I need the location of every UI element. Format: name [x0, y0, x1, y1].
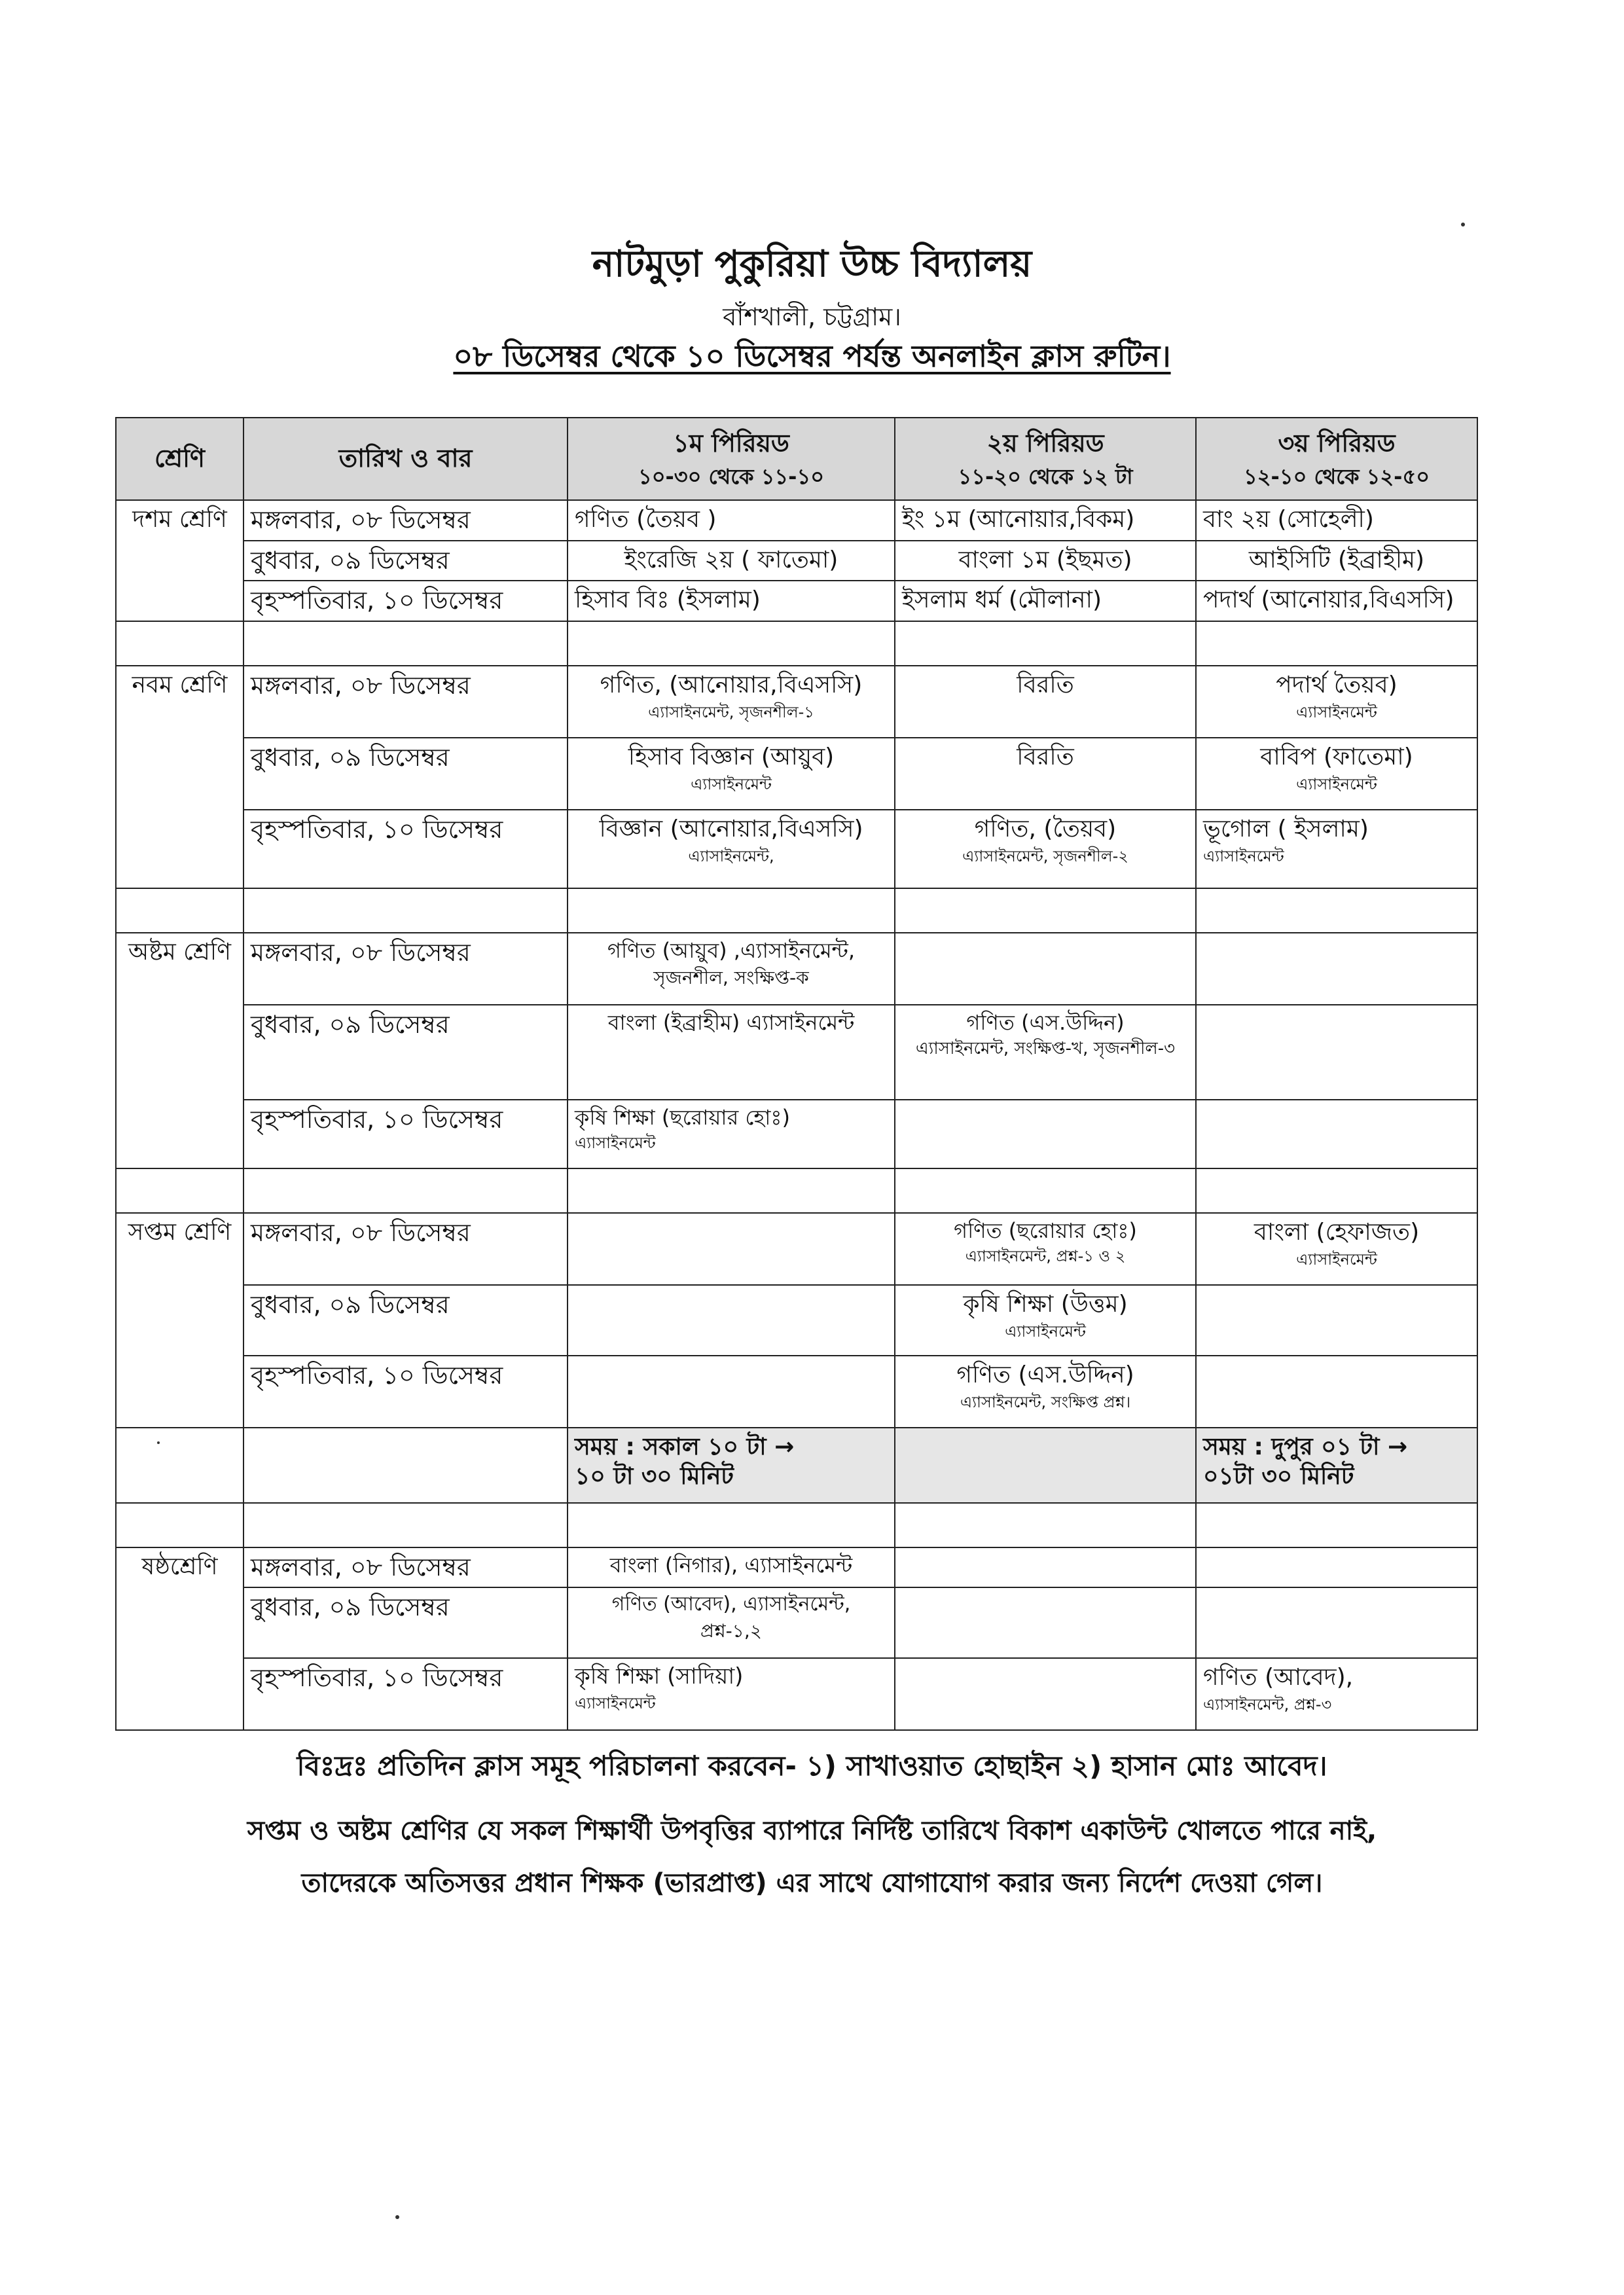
period-cell [568, 1213, 895, 1285]
header-period-1-time: ১০-৩০ থেকে ১১-১০ [638, 463, 825, 489]
table-row [116, 738, 1477, 810]
table-row [116, 933, 1477, 1005]
period-cell [895, 1658, 1196, 1730]
period-cell [568, 1658, 895, 1730]
day-cell: বৃহস্পতিবার, ১০ ডিসেম্বর [244, 581, 568, 621]
period-cell [1196, 738, 1477, 810]
subject-text: গণিত (আবেদ), এ্যাসাইনমেন্ট, [611, 1593, 851, 1616]
class-label: অষ্টম শ্রেণি [116, 933, 244, 1168]
scan-speck [395, 2215, 399, 2219]
table-row [116, 500, 1477, 541]
footnote: বিঃদ্রঃ প্রতিদিন ক্লাস সমূহ পরিচালনা করবেন- ১) সাখাওয়াত হোছাইন ২) হাসান মোঃ আবেদ। [297, 1750, 1327, 1782]
subject-text: পদার্থ তৈয়ব) [1276, 671, 1398, 698]
header-date-day: তারিখ ও বার [244, 418, 568, 500]
period-cell [895, 581, 1196, 621]
subject-text: বাংলা (হেফাজত) [1254, 1218, 1420, 1246]
subject-text: গণিত (এস.উদ্দিন) [966, 1009, 1125, 1035]
period-cell [895, 1547, 1196, 1588]
period-cell [568, 541, 895, 581]
day-cell: বুধবার, ০৯ ডিসেম্বর [244, 1005, 568, 1100]
notice-line-1: সপ্তম ও অষ্টম শ্রেণির যে সকল শিক্ষার্থী উপবৃত্তির ব্যাপারে নির্দিষ্ট তারিখে বিকাশ একাউন্ট খোলতে পারে নাই, [247, 1816, 1377, 1846]
spacer-row [116, 621, 1477, 666]
assignment-note: এ্যাসাইনমেন্ট, সংক্ষিপ্ত প্রশ্ন। [960, 1392, 1131, 1411]
subject-text: বাংলা ১ম (ইছমত) [958, 546, 1132, 573]
subject-text: গণিত (তৈয়ব ) [575, 506, 717, 533]
header-class: শ্রেণি [116, 418, 244, 500]
assignment-note: এ্যাসাইনমেন্ট [575, 1133, 656, 1152]
header-period-1-label: ১ম পিরিয়ড [673, 429, 789, 458]
period-cell [1196, 1213, 1477, 1285]
period-cell [568, 1547, 895, 1588]
table-row [116, 1587, 1477, 1658]
period-cell [568, 1005, 895, 1100]
assignment-note: এ্যাসাইনমেন্ট [691, 774, 772, 793]
header-period-1 [568, 418, 895, 500]
period-cell [568, 1587, 895, 1658]
subject-text: বিজ্ঞান (আনোয়ার,বিএসসি) [599, 815, 863, 842]
period-cell [895, 1005, 1196, 1100]
subject-text: গণিত (আবেদ), [1203, 1664, 1354, 1691]
day-cell: বুধবার, ০৯ ডিসেম্বর [244, 1587, 568, 1658]
subject-text: ইংরেজি ২য় ( ফাতেমা) [624, 546, 839, 573]
routine-title: ০৮ ডিসেম্বর থেকে ১০ ডিসেম্বর পর্যন্ত অনলাইন ক্লাস রুটিন। [453, 338, 1171, 374]
subject-text: গণিত (ছরোয়ার হোঃ) [954, 1218, 1137, 1243]
subject-text: গণিত (এস.উদ্দিন) [956, 1361, 1134, 1388]
header-period-2-label: ২য় পিরিয়ড [986, 429, 1104, 458]
assignment-note: এ্যাসাইনমেন্ট, প্রশ্ন-১ ও ২ [965, 1246, 1126, 1265]
period-cell [568, 738, 895, 810]
period-cell [1196, 581, 1477, 621]
assignment-note: এ্যাসাইনমেন্ট [1203, 846, 1284, 865]
break-text: বিরতি [1017, 671, 1074, 698]
time-note-morning: সময় : সকাল ১০ টা → ১০ টা ৩০ মিনিট [568, 1428, 895, 1503]
table-row [116, 1285, 1477, 1356]
subject-text: আইসিটি (ইব্রাহীম) [1248, 546, 1425, 573]
header-period-3-time: ১২-১০ থেকে ১২-৫০ [1243, 463, 1430, 489]
period-cell [568, 1285, 895, 1356]
spacer-row [116, 1503, 1477, 1547]
header-period-2 [895, 418, 1196, 500]
period-cell [1196, 810, 1477, 888]
period-cell [895, 1285, 1196, 1356]
period-cell [1196, 1285, 1477, 1356]
day-cell: মঙ্গলবার, ০৮ ডিসেম্বর [244, 1213, 568, 1285]
period-cell [568, 581, 895, 621]
spacer-row [116, 888, 1477, 933]
header-period-3-label: ৩য় পিরিয়ড [1278, 429, 1396, 458]
period-cell [1196, 541, 1477, 581]
subject-text: ইং ১ম (আনোয়ার,বিকম) [902, 506, 1135, 533]
subject-text: পদার্থ (আনোয়ার,বিএসসি) [1203, 587, 1454, 613]
period-cell [895, 1356, 1196, 1428]
class-label: দশম শ্রেণি [116, 500, 244, 621]
period-cell [1196, 666, 1477, 738]
period-cell [895, 500, 1196, 541]
school-name: নাটমুড়া পুকুরিয়া উচ্চ বিদ্যালয় [592, 243, 1032, 285]
assignment-note: এ্যাসাইনমেন্ট, সংক্ষিপ্ত-খ, সৃজনশীল-৩ [915, 1038, 1176, 1058]
period-cell [568, 666, 895, 738]
period-cell [568, 500, 895, 541]
day-cell: বুধবার, ০৯ ডিসেম্বর [244, 541, 568, 581]
subject-text: কৃষি শিক্ষা (সাদিয়া) [575, 1663, 744, 1690]
class-label: ষষ্ঠশ্রেণি [116, 1547, 244, 1731]
day-cell: মঙ্গলবার, ০৮ ডিসেম্বর [244, 1547, 568, 1588]
routine-table [115, 417, 1478, 1731]
period-cell [1196, 500, 1477, 541]
table-row [116, 1100, 1477, 1168]
time-note-noon: সময় : দুপুর ০১ টা → ০১টা ৩০ মিনিট [1196, 1428, 1477, 1503]
table-row [116, 1005, 1477, 1100]
day-cell: বুধবার, ০৯ ডিসেম্বর [244, 1285, 568, 1356]
assignment-note: এ্যাসাইনমেন্ট, সৃজনশীল-২ [962, 846, 1128, 865]
day-cell: মঙ্গলবার, ০৮ ডিসেম্বর [244, 933, 568, 1005]
spacer-row [116, 1168, 1477, 1213]
table-row [116, 1547, 1477, 1588]
subject-text: হিসাব বিঃ (ইসলাম) [575, 587, 761, 613]
period-cell [895, 1587, 1196, 1658]
day-cell: বুধবার, ০৯ ডিসেম্বর [244, 738, 568, 810]
assignment-note: প্রশ্ন-১,২ [700, 1619, 762, 1642]
subject-text: বাংলা (ইব্রাহীম) এ্যাসাইনমেন্ট [607, 1009, 855, 1035]
subject-text: হিসাব বিজ্ঞান (আয়ুব) [628, 743, 835, 770]
table-row [116, 1356, 1477, 1428]
period-cell [1196, 933, 1477, 1005]
period-cell [895, 810, 1196, 888]
day-cell: মঙ্গলবার, ০৮ ডিসেম্বর [244, 666, 568, 738]
scan-speck [1461, 223, 1465, 226]
period-cell [568, 1356, 895, 1428]
subject-text: বাংলা (নিগার), এ্যাসাইনমেন্ট [609, 1552, 853, 1578]
period-cell [895, 1213, 1196, 1285]
subject-text: বাবিপ (ফাতেমা) [1260, 743, 1413, 770]
subject-text: বাং ২য় (সোহেলী) [1203, 506, 1374, 533]
day-cell: বৃহস্পতিবার, ১০ ডিসেম্বর [244, 1658, 568, 1730]
assignment-note: এ্যাসাইনমেন্ট [1296, 774, 1377, 793]
scan-speck [157, 1441, 160, 1444]
day-cell: মঙ্গলবার, ০৮ ডিসেম্বর [244, 500, 568, 541]
time-row [116, 1428, 1477, 1503]
period-cell [895, 541, 1196, 581]
period-cell [1196, 1005, 1477, 1100]
period-cell [1196, 1547, 1477, 1588]
period-cell [895, 1100, 1196, 1168]
period-cell [1196, 1587, 1477, 1658]
table-row [116, 810, 1477, 888]
assignment-note: এ্যাসাইনমেন্ট, [688, 846, 774, 865]
period-cell [568, 1100, 895, 1168]
period-cell [1196, 1356, 1477, 1428]
period-cell [568, 933, 895, 1005]
period-cell [895, 738, 1196, 810]
period-cell [568, 810, 895, 888]
header-period-3 [1196, 418, 1477, 500]
period-cell [1196, 1658, 1477, 1730]
table-row [116, 541, 1477, 581]
day-cell: বৃহস্পতিবার, ১০ ডিসেম্বর [244, 1356, 568, 1428]
subject-text: কৃষি শিক্ষা (ছরোয়ার হোঃ) [575, 1104, 790, 1130]
period-cell [895, 933, 1196, 1005]
day-cell: বৃহস্পতিবার, ১০ ডিসেম্বর [244, 1100, 568, 1168]
notice-line-2: তাদেরকে অতিসত্তর প্রধান শিক্ষক (ভারপ্রাপ্ত) এর সাথে যোগাযোগ করার জন্য নির্দেশ দেওয়া গেল। [301, 1868, 1323, 1898]
header-row [116, 418, 1477, 500]
school-location: বাঁশখালী, চট্টগ্রাম। [723, 302, 901, 331]
assignment-note: এ্যাসাইনমেন্ট, প্রশ্ন-৩ [1203, 1695, 1332, 1714]
subject-text: কৃষি শিক্ষা (উত্তম) [963, 1290, 1128, 1318]
break-text: বিরতি [1017, 743, 1074, 770]
period-cell [1196, 1100, 1477, 1168]
subject-text: গণিত, (আনোয়ার,বিএসসি) [600, 671, 863, 698]
subject-text: গণিত, (তৈয়ব) [974, 815, 1117, 842]
table-row [116, 666, 1477, 738]
assignment-note: এ্যাসাইনমেন্ট [575, 1693, 656, 1712]
subject-text: ইসলাম ধর্ম (মৌলানা) [902, 587, 1102, 613]
subject-text: গণিত (আয়ুব) ,এ্যাসাইনমেন্ট, [607, 937, 855, 963]
period-cell [895, 666, 1196, 738]
assignment-note: এ্যাসাইনমেন্ট [1005, 1322, 1086, 1341]
assignment-note: এ্যাসাইনমেন্ট, সৃজনশীল-১ [648, 702, 814, 721]
assignment-note: সৃজনশীল, সংক্ষিপ্ত-ক [653, 966, 809, 988]
subject-text: ভূগোল ( ইসলাম) [1203, 815, 1369, 842]
assignment-note: এ্যাসাইনমেন্ট [1296, 1250, 1377, 1269]
day-cell: বৃহস্পতিবার, ১০ ডিসেম্বর [244, 810, 568, 888]
table-row [116, 1213, 1477, 1285]
class-label: সপ্তম শ্রেণি [116, 1213, 244, 1428]
table-row [116, 581, 1477, 621]
class-label: নবম শ্রেণি [116, 666, 244, 888]
header-period-2-time: ১১-২০ থেকে ১২ টা [958, 463, 1133, 489]
assignment-note: এ্যাসাইনমেন্ট [1296, 702, 1377, 721]
table-row [116, 1658, 1477, 1730]
